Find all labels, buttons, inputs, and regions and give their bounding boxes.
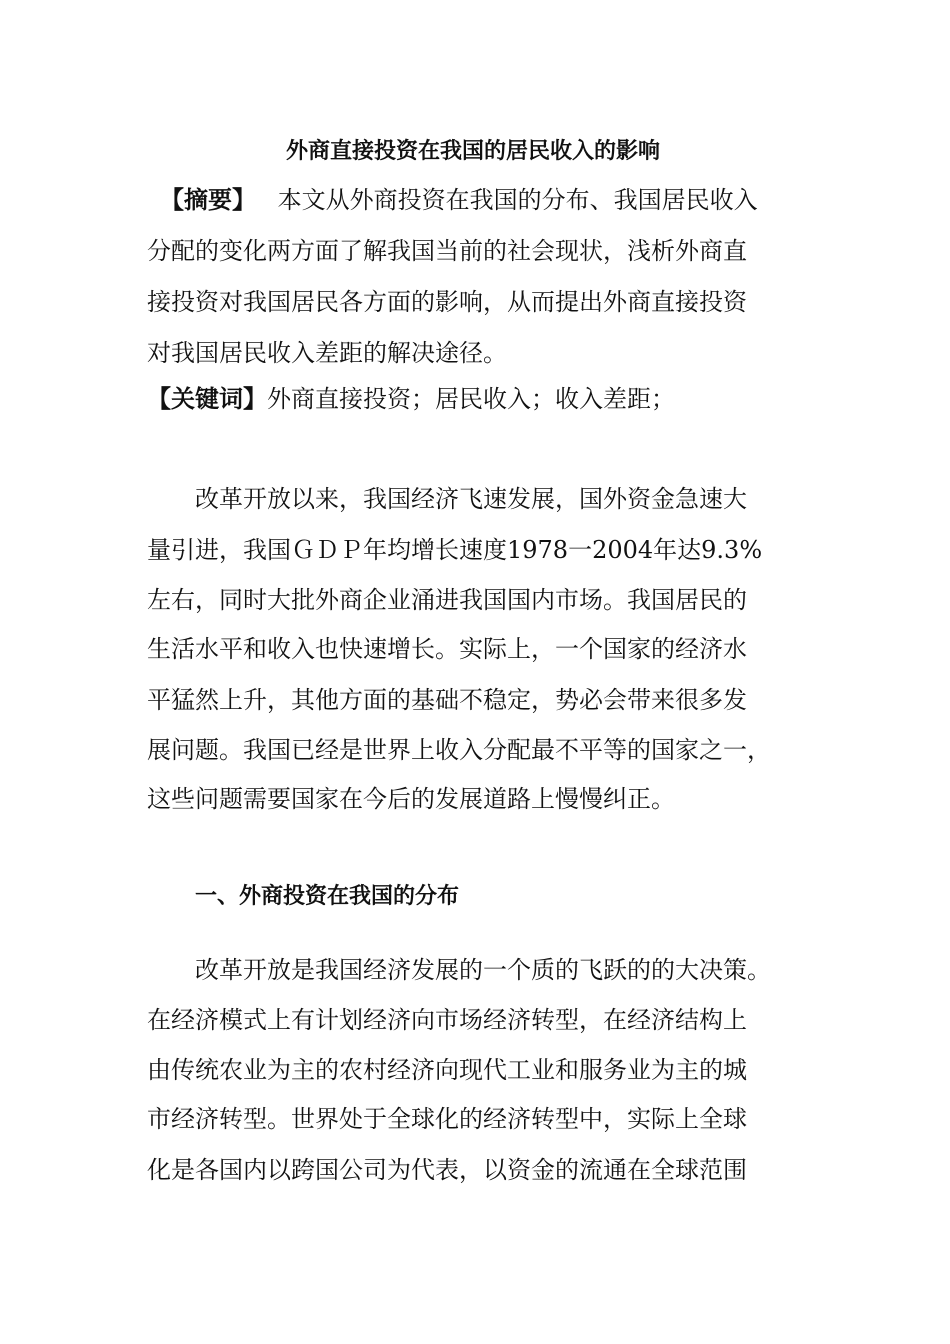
abstract-line-3: 接投资对我国居民各方面的影响，从而提出外商直接投资: [147, 288, 747, 316]
keywords-text: 外商直接投资；居民收入；收入差距；: [267, 385, 675, 413]
intro-line-6: 展问题。我国已经是世界上收入分配最不平等的国家之一，: [147, 736, 771, 764]
keywords-line: [147, 384, 675, 414]
intro-line-5: 平猛然上升，其他方面的基础不稳定，势必会带来很多发: [147, 686, 747, 714]
section1-line-3: 由传统农业为主的农村经济向现代工业和服务业为主的城: [147, 1056, 747, 1084]
section1-line-5: 化是各国内以跨国公司为代表，以资金的流通在全球范围: [147, 1156, 747, 1184]
abstract-line-4: 对我国居民收入差距的解决途径。: [147, 339, 507, 367]
abstract-line-2: 分配的变化两方面了解我国当前的社会现状，浅析外商直: [147, 237, 747, 265]
section1-line-1: 改革开放是我国经济发展的一个质的飞跃的的大决策。: [195, 956, 771, 984]
intro-line-1: 改革开放以来，我国经济飞速发展，国外资金急速大: [195, 485, 747, 513]
intro-line-7: 这些问题需要国家在今后的发展道路上慢慢纠正。: [147, 785, 675, 813]
section1-line-4: 市经济转型。世界处于全球化的经济转型中，实际上全球: [147, 1105, 747, 1133]
section1-line-2: 在经济模式上有计划经济向市场经济转型，在经济结构上: [147, 1006, 747, 1034]
document-title: 外商直接投资在我国的居民收入的影响: [286, 139, 661, 164]
intro-line-4: 生活水平和收入也快速增长。实际上，一个国家的经济水: [147, 635, 747, 663]
intro-line-3: 左右，同时大批外商企业涌进我国国内市场。我国居民的: [147, 586, 747, 614]
abstract-text: 本文从外商投资在我国的分布、我国居民收入: [277, 186, 758, 214]
abstract-label: 【摘要】: [160, 186, 256, 214]
abstract-line-1: [160, 185, 758, 215]
intro-line-2: 量引进，我国ＧＤＰ年均增长速度1978一2004年达9.3%: [147, 536, 763, 564]
keywords-label: 【关键词】: [147, 385, 267, 413]
section1-heading: 一、外商投资在我国的分布: [195, 884, 460, 909]
